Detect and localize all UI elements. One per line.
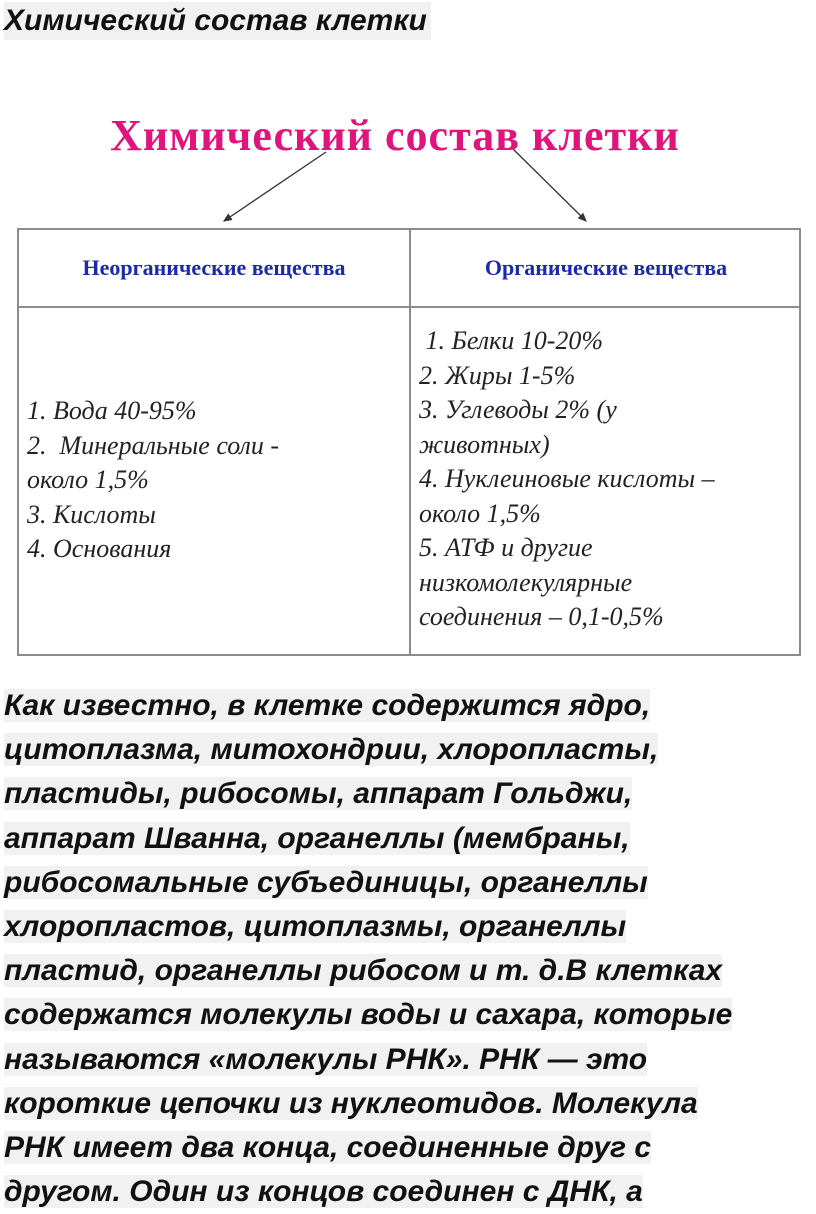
header-inorganic: Неорганические вещества — [82, 255, 346, 280]
list-item: 4. Основания — [27, 534, 172, 563]
arrow-left — [224, 152, 326, 221]
text-line: цитоплазма, митохондрии, хлоропласты, — [4, 733, 659, 767]
list-item: 3. Кислоты — [27, 499, 156, 529]
table-divider-horizontal — [19, 306, 799, 308]
list-item: около 1,5% — [419, 498, 541, 528]
list-item: 5. АТФ и другие — [419, 533, 593, 562]
list-item: 3. Углеводы 2% (у — [419, 395, 617, 424]
header-organic: Органические вещества — [484, 255, 728, 280]
table-divider-vertical — [409, 230, 411, 654]
page-title: Химический состав клетки — [4, 2, 431, 40]
text-line: содержатся молекулы воды и сахара, которые — [4, 998, 733, 1032]
text-line: называются «молекулы РНК». РНК — это — [4, 1042, 648, 1076]
list-item: 1. Белки 10-20% — [419, 326, 604, 355]
list-item: 2. Минеральные соли - — [27, 430, 280, 460]
body-paragraph — [4, 684, 812, 1214]
text-line: рибосомальные субъединицы, органеллы — [4, 865, 648, 899]
inorganic-list — [27, 394, 397, 567]
list-item: животных) — [419, 429, 550, 459]
text-line: пластиды, рибосомы, аппарат Гольджи, — [4, 777, 633, 811]
text-line: Как известно, в клетке содержится ядро, — [4, 689, 651, 722]
figure-title: Химический состав клетки — [110, 111, 680, 160]
list-item: около 1,5% — [27, 465, 149, 494]
text-line: хлоропластов, цитоплазмы, органеллы — [4, 910, 627, 944]
list-item: 4. Нуклеиновые кислоты – — [419, 464, 715, 493]
text-line: другом. Один из концов соединен с ДНК, а — [4, 1175, 643, 1209]
list-item: низкомолекулярные — [419, 567, 633, 597]
organic-list — [419, 324, 797, 635]
composition-table — [17, 228, 801, 656]
text-line: РНК имеет два конца, соединенные друг с — [4, 1131, 652, 1165]
text-line: короткие цепочки из нуклеотидов. Молекула — [4, 1086, 698, 1120]
list-item: 1. Вода 40-95% — [27, 396, 197, 425]
text-line: пластид, органеллы рибосом и т. д.В клетках — [4, 954, 723, 988]
list-item: 2. Жиры 1-5% — [419, 360, 576, 390]
text-line: аппарат Шванна, органеллы (мембраны, — [4, 821, 630, 855]
chemical-composition-figure — [0, 90, 816, 670]
list-item: соединения – 0,1-0,5% — [419, 602, 664, 631]
